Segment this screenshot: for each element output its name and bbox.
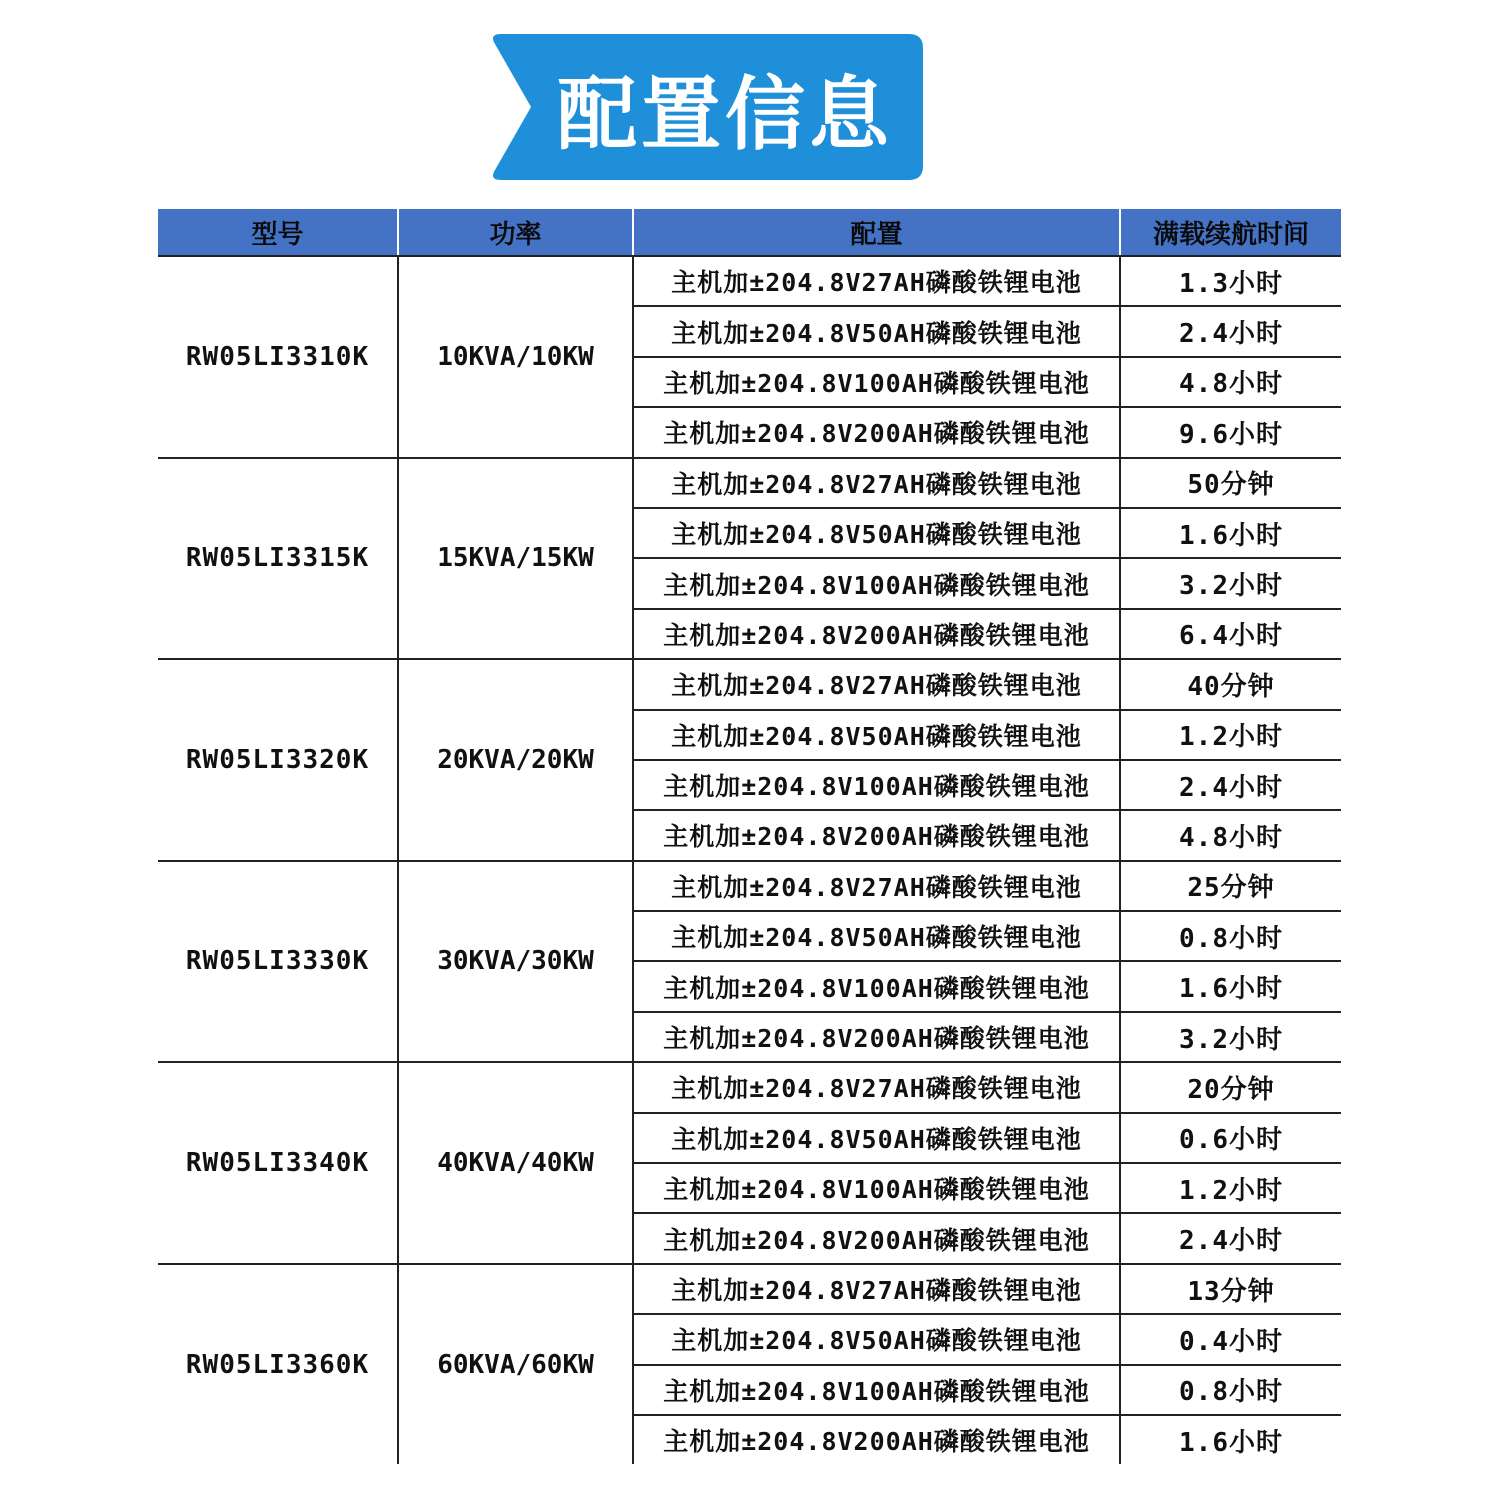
model-cell: RW05LI3360K	[185, 1349, 370, 1380]
header-runtime: 满载续航时间	[1120, 209, 1341, 256]
config-cell: 主机加±204.8V200AH磷酸铁锂电池	[633, 407, 1120, 457]
model-group	[158, 458, 1341, 660]
power-cell: 40KVA/40KW	[398, 1062, 633, 1264]
config-table	[158, 209, 1341, 1464]
config-cell: 主机加±204.8V50AH磷酸铁锂电池	[633, 306, 1120, 356]
runtime-cell: 0.8小时	[1120, 911, 1341, 961]
power-cell: 15KVA/15KW	[398, 458, 633, 660]
config-cell: 主机加±204.8V50AH磷酸铁锂电池	[633, 1113, 1120, 1163]
runtime-cell: 1.2小时	[1120, 1163, 1341, 1213]
runtime-cell: 20分钟	[1120, 1062, 1341, 1112]
model-cell: RW05LI3315K	[158, 458, 398, 660]
table-header-row	[158, 209, 1341, 256]
runtime-cell: 50分钟	[1120, 458, 1341, 508]
runtime-cell: 0.8小时	[1120, 1365, 1341, 1415]
model-group	[158, 1264, 1341, 1465]
model-group	[158, 256, 1341, 458]
model-cell: RW05LI3330K	[158, 861, 398, 1063]
runtime-cell: 1.6小时	[1120, 508, 1341, 558]
power-cell: 20KVA/20KW	[398, 659, 633, 861]
config-cell: 主机加±204.8V27AH磷酸铁锂电池	[633, 1062, 1120, 1112]
config-cell: 主机加±204.8V100AH磷酸铁锂电池	[633, 558, 1120, 608]
config-cell: 主机加±204.8V100AH磷酸铁锂电池	[633, 1365, 1120, 1415]
model-group	[158, 659, 1341, 861]
header-model: 型号	[158, 209, 398, 256]
header-config: 配置	[633, 209, 1120, 256]
config-cell: 主机加±204.8V100AH磷酸铁锂电池	[633, 1163, 1120, 1213]
config-cell: 主机加±204.8V27AH磷酸铁锂电池	[633, 861, 1120, 911]
runtime-cell: 1.3小时	[1120, 256, 1341, 306]
config-cell: 主机加±204.8V200AH磷酸铁锂电池	[633, 1415, 1120, 1464]
runtime-cell: 1.6小时	[1120, 961, 1341, 1011]
runtime-cell: 0.4小时	[1120, 1314, 1341, 1364]
runtime-cell: 40分钟	[1120, 659, 1341, 709]
runtime-cell: 13分钟	[1120, 1264, 1341, 1314]
config-cell: 主机加±204.8V100AH磷酸铁锂电池	[633, 357, 1120, 407]
config-cell: 主机加±204.8V27AH磷酸铁锂电池	[633, 458, 1120, 508]
config-cell: 主机加±204.8V200AH磷酸铁锂电池	[633, 810, 1120, 860]
runtime-cell: 2.4小时	[1120, 1213, 1341, 1263]
config-cell: 主机加±204.8V50AH磷酸铁锂电池	[633, 710, 1120, 760]
config-cell: 主机加±204.8V100AH磷酸铁锂电池	[633, 961, 1120, 1011]
runtime-cell: 0.6小时	[1120, 1113, 1341, 1163]
runtime-cell: 2.4小时	[1120, 760, 1341, 810]
header-power: 功率	[398, 209, 633, 256]
table-row	[158, 256, 1341, 306]
runtime-cell: 1.2小时	[1120, 710, 1341, 760]
table-row	[158, 458, 1341, 508]
runtime-cell: 2.4小时	[1120, 306, 1341, 356]
model-cell: RW05LI3320K	[158, 659, 398, 861]
config-cell: 主机加±204.8V50AH磷酸铁锂电池	[633, 1314, 1120, 1364]
table-row	[158, 659, 1341, 709]
config-cell: 主机加±204.8V200AH磷酸铁锂电池	[633, 609, 1120, 659]
runtime-cell: 1.6小时	[1120, 1415, 1341, 1464]
runtime-cell: 25分钟	[1120, 861, 1341, 911]
config-cell: 主机加±204.8V27AH磷酸铁锂电池	[633, 659, 1120, 709]
model-group	[158, 1062, 1341, 1264]
runtime-cell: 4.8小时	[1120, 810, 1341, 860]
runtime-cell: 3.2小时	[1120, 558, 1341, 608]
config-cell: 主机加±204.8V27AH磷酸铁锂电池	[633, 256, 1120, 306]
table-row	[158, 1062, 1341, 1112]
config-cell: 主机加±204.8V50AH磷酸铁锂电池	[633, 911, 1120, 961]
config-cell: 主机加±204.8V100AH磷酸铁锂电池	[633, 760, 1120, 810]
model-cell: RW05LI3310K	[158, 256, 398, 458]
runtime-cell: 6.4小时	[1120, 609, 1341, 659]
runtime-cell: 3.2小时	[1120, 1012, 1341, 1062]
model-cell: RW05LI3340K	[158, 1062, 398, 1264]
page-title: 配置信息	[557, 67, 893, 161]
config-cell: 主机加±204.8V200AH磷酸铁锂电池	[633, 1012, 1120, 1062]
config-cell: 主机加±204.8V27AH磷酸铁锂电池	[633, 1264, 1120, 1314]
config-cell: 主机加±204.8V200AH磷酸铁锂电池	[633, 1213, 1120, 1263]
model-group	[158, 861, 1341, 1063]
title-banner	[489, 34, 923, 180]
runtime-cell: 9.6小时	[1120, 407, 1341, 457]
runtime-cell: 4.8小时	[1120, 357, 1341, 407]
power-cell: 60KVA/60KW	[398, 1264, 633, 1465]
power-cell: 30KVA/30KW	[398, 861, 633, 1063]
table-row	[158, 861, 1341, 911]
power-cell: 10KVA/10KW	[398, 256, 633, 458]
table-row	[158, 1264, 1341, 1314]
config-cell: 主机加±204.8V50AH磷酸铁锂电池	[633, 508, 1120, 558]
